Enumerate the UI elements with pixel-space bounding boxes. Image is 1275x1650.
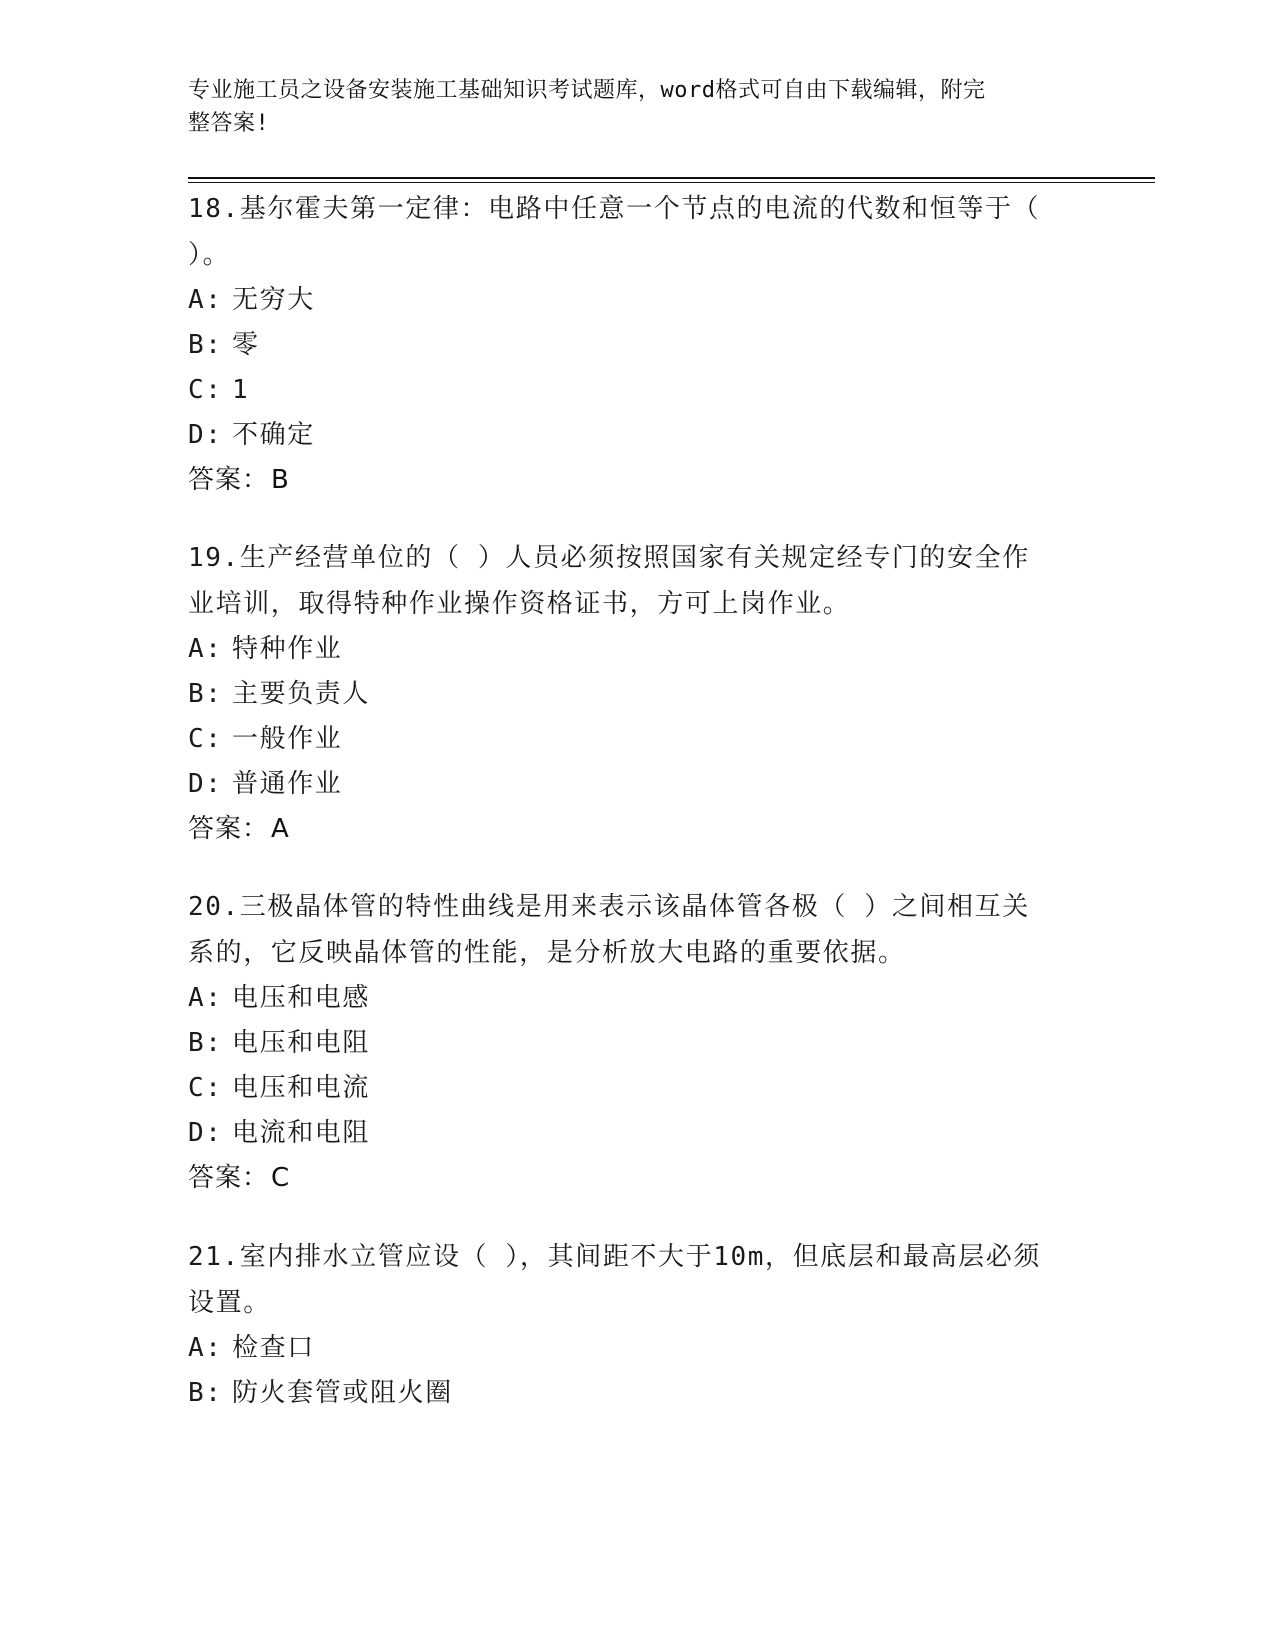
header-line-1: 专业施工员之设备安装施工基础知识考试题库，word格式可自由下载编辑，附完 — [188, 78, 986, 103]
question-stem-line-2: 设置。 — [188, 1288, 271, 1318]
option-c — [188, 368, 1088, 413]
option-b — [188, 672, 1088, 717]
answer-label: 答案： — [188, 465, 270, 495]
option-text: 一般作业 — [232, 724, 343, 754]
option-letter: A: — [188, 285, 223, 315]
option-b — [188, 323, 1088, 368]
option-letter: D: — [188, 769, 223, 799]
option-text: 电压和电阻 — [232, 1028, 371, 1058]
option-text: 电流和电阻 — [232, 1118, 371, 1148]
option-a — [188, 627, 1088, 672]
question-stem-line-2: 系的，它反映晶体管的性能，是分析放大电路的重要依据。 — [188, 938, 906, 968]
question-stem — [188, 1234, 1088, 1326]
option-text: 防火套管或阻火圈 — [232, 1378, 453, 1408]
question-stem — [188, 535, 1088, 627]
option-b — [188, 1021, 1088, 1066]
question-19 — [188, 535, 1088, 852]
answer-line — [188, 1156, 1088, 1201]
header-divider-thin — [188, 182, 1155, 183]
document-header — [188, 74, 1068, 140]
question-20 — [188, 884, 1088, 1201]
answer-label: 答案： — [188, 1163, 270, 1193]
question-stem-line-2: 业培训，取得特种作业操作资格证书，方可上岗作业。 — [188, 589, 851, 619]
option-text: 检查口 — [232, 1333, 315, 1363]
question-stem — [188, 186, 1088, 278]
option-d — [188, 1111, 1088, 1156]
question-stem-line-1: 20.三极晶体管的特性曲线是用来表示该晶体管各极（ ）之间相互关 — [188, 892, 1030, 922]
option-letter: D: — [188, 420, 223, 450]
option-a — [188, 976, 1088, 1021]
option-text: 电压和电感 — [232, 983, 371, 1013]
question-stem-line-1: 18.基尔霍夫第一定律：电路中任意一个节点的电流的代数和恒等于（ — [188, 194, 1041, 224]
option-d — [188, 762, 1088, 807]
option-letter: C: — [188, 375, 223, 405]
option-a — [188, 278, 1088, 323]
answer-label: 答案： — [188, 814, 270, 844]
option-letter: B: — [188, 330, 223, 360]
option-b — [188, 1371, 1088, 1416]
option-text: 普通作业 — [232, 769, 343, 799]
question-stem-line-1: 19.生产经营单位的（ ）人员必须按照国家有关规定经专门的安全作 — [188, 543, 1030, 573]
option-text: 电压和电流 — [232, 1073, 371, 1103]
option-letter: B: — [188, 1378, 223, 1408]
question-stem-line-2: ）。 — [188, 240, 231, 270]
option-d — [188, 413, 1088, 458]
option-letter: A: — [188, 983, 223, 1013]
option-text: 特种作业 — [232, 634, 343, 664]
option-letter: D: — [188, 1118, 223, 1148]
option-text: 不确定 — [232, 420, 315, 450]
question-stem — [188, 884, 1088, 976]
answer-value: A — [271, 814, 290, 844]
option-text: 零 — [232, 330, 260, 360]
question-stem-line-1: 21.室内排水立管应设（ ），其间距不大于10m，但底层和最高层必须 — [188, 1242, 1041, 1272]
option-letter: C: — [188, 1073, 223, 1103]
header-divider-thick — [188, 177, 1155, 179]
question-18 — [188, 186, 1088, 503]
option-letter: C: — [188, 724, 223, 754]
option-letter: A: — [188, 1333, 223, 1363]
answer-value: C — [271, 1163, 291, 1193]
option-text: 1 — [232, 375, 250, 405]
option-letter: B: — [188, 1028, 223, 1058]
option-text: 无穷大 — [232, 285, 315, 315]
option-a — [188, 1326, 1088, 1371]
option-text: 主要负责人 — [232, 679, 371, 709]
header-line-2: 整答案! — [188, 111, 270, 136]
option-letter: A: — [188, 634, 223, 664]
answer-line — [188, 458, 1088, 503]
option-c — [188, 717, 1088, 762]
answer-line — [188, 807, 1088, 852]
option-letter: B: — [188, 679, 223, 709]
question-21 — [188, 1234, 1088, 1416]
option-c — [188, 1066, 1088, 1111]
answer-value: B — [271, 465, 290, 495]
